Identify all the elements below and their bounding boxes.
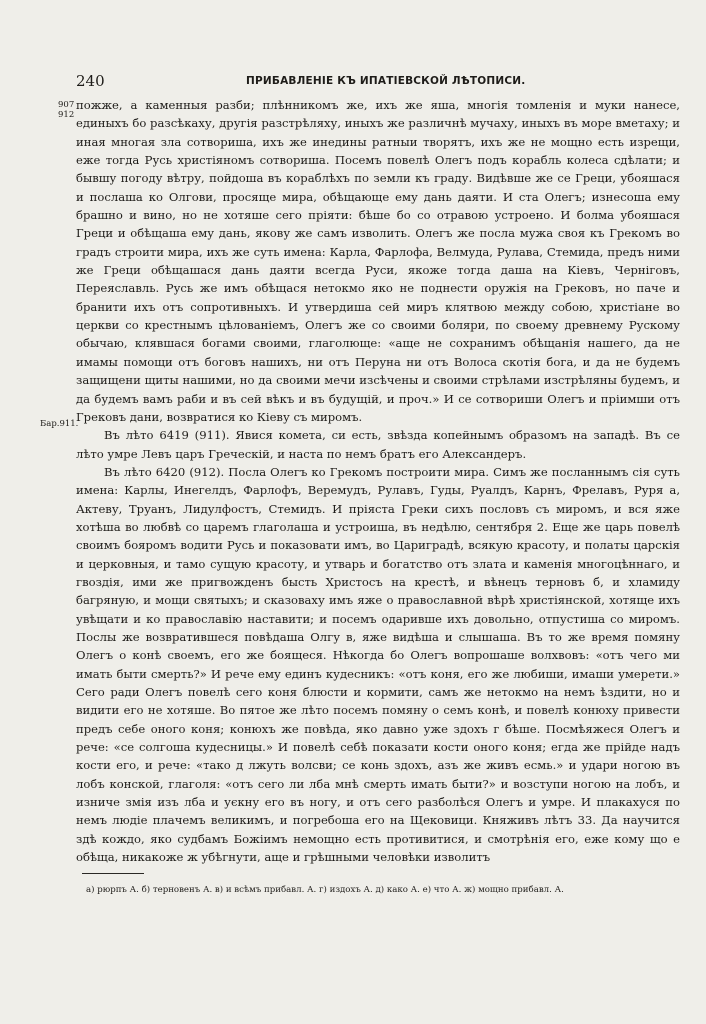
margin-years	[58, 100, 74, 120]
margin-reference-text: Бар.911.	[40, 419, 79, 429]
paragraph-year-6419: Въ лѣто 6419 (911). Явися комета, си есть, звѣзда копейнымъ образомъ на западѣ. Въ се лѣто умре Левъ царъ Греческій, и наста по немъ братъ его Александеръ.	[76, 428, 680, 461]
footnote-rule	[82, 873, 144, 874]
page-header	[76, 72, 636, 90]
margin-reference	[40, 419, 78, 429]
paragraph-year-6420: Въ лѣто 6420 (912). Посла Олегъ ко Грекомъ построити мира. Симъ же посланнымъ сія суть имена: Карлы, Инегелдъ, Фарлофъ, Веремудъ, Рулавъ, Гуды, Руалдъ, Карнъ, Фрелавъ, Руря а, Актеву, Труанъ, Лидулфостъ, Стемидъ. И пріяста Греки сихъ пословъ съ миромъ, и вся яже хотѣша во любвѣ со царемъ глаголаша и устроиша, въ недѣлю, сентября 2. Еще же царь повелѣ своимъ бояромъ водити Русь и показовати имъ, во Цариградѣ, всякую красоту, и полаты царскія и церковныя, и тамо сущую красоту, и утварь и богатство отъ злата и каменія многоцѣннаго, и гвоздія, ими же пригвожденъ бысть Христосъ на крестѣ, и вѣнецъ терновъ б, и хламиду багряную, и мощи святыхъ; и сказоваху имъ яже о православной вѣрѣ христіянской, хотяще ихъ увѣщати и ко православію наставити; и посемъ одаривше ихъ довольно, отпустиша со миромъ. Послы же возвратившеся повѣдаша Олгу в, яже видѣша и слышаша. Въ то же время помяну Олегъ о конѣ своемъ, его же боящеся. Нѣкогда бо Олегъ вопрошаше волхвовъ: «отъ чего ми имать быти смерть?» И рече ему единъ кудесникъ: «отъ коня, его же любиши, имаши умерети.» Сего ради Олегъ повелѣ сего коня блюсти и кормити, самъ же нетокмо на немъ ѣздити, но и видити его не хотяше. Во пятое же лѣто посемъ помяну о семъ конѣ, и повелѣ конюху привести предъ себе оного коня; конюхъ же повѣда, яко давно уже здохъ г бѣше. Посмѣяжеся Олегъ и рече: «се солгоша кудесницы.» И повелѣ себѣ показати кости оного коня; егда же прійде надъ кости его, и рече: «тако д лжуть волсви; се конь здохъ, азъ же живъ есмь.» и удари ногою въ лобъ конской, глаголя: «отъ сего ли лба мнѣ смерть имать быти?» и возступи ногою на лобъ, и изниче змія изъ лба и уєкну его въ ногу, и отъ сего разболѣся Олегъ и умре. И плакахуся по немъ людіе плачемъ великимъ, и погребоша его на Щековици. Княживъ лѣтъ 33. Да научится здѣ кождо, яко судбамъ Божіимъ немощно есть противитися, и смотрѣнія его, еже кому що е обѣща, никакоже ж убѣгнути, аще и грѣшными человѣки изволитъ	[76, 464, 680, 865]
running-title: ПРИБАВЛЕНІЕ КЪ ИПАТІЕВСКОЙ ЛѢТОПИСИ.	[246, 75, 526, 87]
page-number: 240	[76, 72, 105, 90]
margin-years-text: 907 912	[58, 100, 75, 120]
chronicle-text	[76, 96, 680, 866]
paragraph-siege: пожже, а каменныя разби; плѣнникомъ же, ихъ же яша, многія томленія и муки нанесе, единыхъ бо разсѣкаху, другія разстрѣляху, иныхъ же различнѣ мучаху, иныхъ въ море вметаху; и иная многая зла сотвориша, ихъ же инедины ратныи творятъ, ихъ же не мощно есть изрещи, еже тогда Русь христіяномъ сотвориша. Посемъ повелѣ Олегъ подъ корабль колеса сдѣлати; и бывшу погоду вѣтру, пойдоша въ кораблѣхъ по земли къ граду. Видѣвше же се Греци, убояшася и послаша ко Олгови, просяще мира, обѣщающе ему дань даяти. И ста Олегъ; изнесоша ему брашно и вино, но не хотяше сего пріяти: бѣше бо со отравою устроено. И болма убояшася Греци и обѣщаша ему дань, якову же самъ изволить. Олегъ же посла мужа своя къ Грекомъ во градъ строити мира, ихъ же суть имена: Карла, Фарлофа, Велмуда, Рулава, Стемида, предъ ними же Греци обѣщашася дань даяти всегда Руси, якоже тогда даша на Кіевъ, Черніговъ, Переяславль. Русь же имъ обѣщася нетокмо яко не поднести оружія на Грековъ, но паче и бранити ихъ отъ сопротивныхъ. И утвердиша сей миръ клятвою между собою, христіане во церкви со крестнымъ цѣлованіемъ, Олегъ же со своими боляри, по своему древнему Рускому обычаю, клявшася богами своими, глаголюще: «аще не сохранимъ обѣщанія нашего, да не имамы помощи отъ боговъ нашихъ, ни отъ Перуна ни отъ Волоса скотія бога, и да не будемъ защищени щиты нашими, но да своими мечи изсѣчены и своими стрѣлами изстрѣляны будемъ, и да будемъ вамъ раби и въ сей вѣкъ и въ будущій, и проч.» И се сотвориши Олегъ и пріимши отъ Грековъ дани, возвратися ко Кіеву съ миромъ.	[76, 98, 680, 424]
footnotes: а) рюрпъ А. б) терновенъ А. в) и всѣмъ прибавл. А. г) издохъ А. д) како А. е) что А. ж) мощно прибавл. А.	[86, 885, 564, 895]
